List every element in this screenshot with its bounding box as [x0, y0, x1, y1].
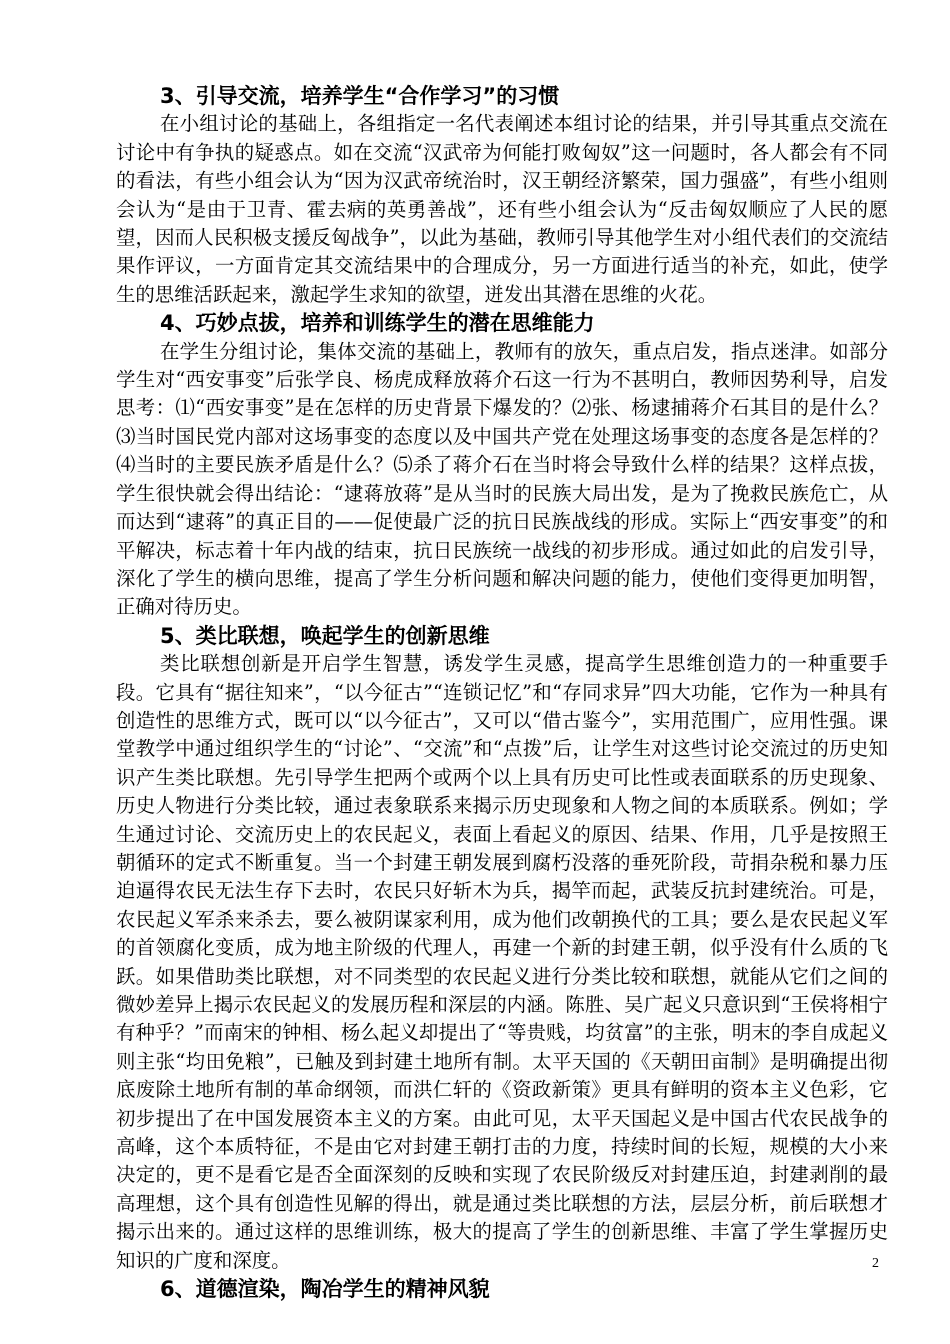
section-6: [116, 1275, 888, 1303]
section-heading: 3、引导交流，培养学生“合作学习”的习惯: [160, 84, 560, 108]
section-paragraph: 在学生分组讨论，集体交流的基础上，教师有的放矢，重点启发，指点迷津。如部分学生对“西安事变”后张学良、杨虎成释放蒋介石这一行为不甚明白，教师因势利导，启发思考：⑴“西安事变”是在怎样的历史背景下爆发的？⑵张、杨逮捕蒋介石其目的是什么？⑶当时国民党内部对这场事变的态度以及中国共产党在处理这场事变的态度各是怎样的？⑷当时的主要民族矛盾是什么？⑸杀了蒋介石在当时将会导致什么样的结果？这样点拔，学生很快就会得出结论：“逮蒋放蒋”是从当时的民族大局出发，是为了挽救民族危亡，从而达到“逮蒋”的真正目的——促使最广泛的抗日民族战线的形成。实际上“西安事变”的和平解决，标志着十年内战的结束，抗日民族统一战线的初步形成。通过如此的启发引导，深化了学生的横向思维，提高了学生分析问题和解决问题的能力，使他们变得更加明智，正确对待历史。: [116, 339, 888, 619]
section-heading: 5、类比联想，唤起学生的创新思维: [160, 623, 490, 648]
section-paragraph: 类比联想创新是开启学生智慧，诱发学生灵感，提高学生思维创造力的一种重要手段。它具有“据往知来”，“以今征古”“连锁记忆”和“存同求异”四大功能，它作为一种具有创造性的思维方式，既可以“以今征古”，又可以“借古鉴今”，实用范围广，应用性强。课堂教学中通过组织学生的“讨论”、“交流”和“点拨”后，让学生对这些讨论交流过的历史知识产生类比联想。先引导学生把两个或两个以上具有历史可比性或表面联系的历史现象、历史人物进行分类比较，通过表象联系来揭示历史现象和人物之间的本质联系。例如；学生通过讨论、交流历史上的农民起义，表面上看起义的原因、结果、作用，几乎是按照王朝循环的定式不断重复。当一个封建王朝发展到腐朽没落的垂死阶段，苛捐杂税和暴力压迫逼得农民无法生存下去时，农民只好斩木为兵，揭竿而起，武装反抗封建统治。可是，农民起义军杀来杀去，要么被阴谋家利用，成为他们改朝换代的工具；要么是农民起义军的首领腐化变质，成为地主阶级的代理人，再建一个新的封建王朝，似乎没有什么质的飞跃。如果借助类比联想，对不同类型的农民起义进行分类比较和联想，就能从它们之间的微妙差异上揭示农民起义的发展历程和深层的内涵。陈胜、吴广起义只意识到“王侯将相宁有种乎？”而南宋的钟相、杨么起义却提出了“等贵贱，均贫富”的主张，明末的李自成起义则主张“均田免粮”，已触及到封建土地所有制。太平天国的《天朝田亩制》是明确提出彻底废除土地所有制的革命纲领，而洪仁轩的《资政新策》更具有鲜明的资本主义色彩，它初步提出了在中国发展资本主义的方案。由此可见，太平天国起义是中国古代农民战争的高峰，这个本质特征，不是由它对封建王朝打击的力度，持续时间的长短，规模的大小来决定的，更不是看它是否全面深刻的反映和实现了农民阶级反对封建压迫，封建剥削的最高理想，这个具有创造性见解的得出，就是通过类比联想的方法，层层分析，前后联想才揭示出来的。通过这样的思维训练，极大的提高了学生的创新思维、丰富了学生掌握历史知识的广度和深度。: [116, 652, 888, 1272]
document-page: [116, 82, 888, 1303]
section-4: [116, 309, 888, 621]
section-5: [116, 622, 888, 1275]
section-heading: 4、巧妙点拔，培养和训练学生的潜在思维能力: [160, 311, 595, 336]
page-number: 2: [872, 1256, 879, 1271]
section-paragraph: 在小组讨论的基础上，各组指定一名代表阐述本组讨论的结果，并引导其重点交流在讨论中有争执的疑惑点。如在交流“汉武帝为何能打败匈奴”这一问题时，各人都会有不同的看法，有些小组会认为“因为汉武帝统治时，汉王朝经济繁荣，国力强盛”，有些小组则会认为“是由于卫青、霍去病的英勇善战”，还有些小组会认为“反击匈奴顺应了人民的愿望，因而人民积极支援反匈战争”，以此为基础，教师引导其他学生对小组代表们的交流结果作评议，一方面肯定其交流结果中的合理成分，另一方面进行适当的补充，如此，使学生的思维活跃起来，激起学生求知的欲望，迸发出其潜在思维的火花。: [116, 112, 888, 306]
section-heading: 6、道德渲染，陶冶学生的精神风貌: [160, 1277, 490, 1302]
section-3: [116, 82, 888, 309]
